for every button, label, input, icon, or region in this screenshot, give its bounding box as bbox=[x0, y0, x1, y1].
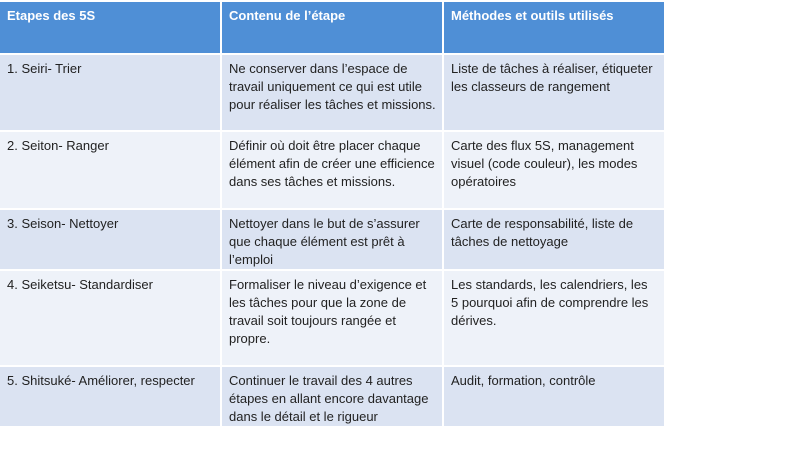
step-cell: 4. Seiketsu- Standardiser bbox=[0, 270, 221, 366]
tools-cell: Les standards, les calendriers, les 5 pourquoi afin de comprendre les dérives. bbox=[443, 270, 664, 366]
tools-cell: Liste de tâches à réaliser, étiqueter les classeurs de rangement bbox=[443, 54, 664, 131]
step-cell: 1. Seiri- Trier bbox=[0, 54, 221, 131]
content-cell: Formaliser le niveau d’exigence et les tâches pour que la zone de travail soit toujours rangée et propre. bbox=[221, 270, 443, 366]
header-tools: Méthodes et outils utilisés bbox=[443, 2, 664, 54]
header-row bbox=[0, 2, 664, 54]
content-cell: Ne conserver dans l’espace de travail uniquement ce qui est utile pour réaliser les tâches et missions. bbox=[221, 54, 443, 131]
5s-table bbox=[0, 2, 664, 428]
content-cell: Continuer le travail des 4 autres étapes en allant encore davantage dans le détail et le rigueur bbox=[221, 366, 443, 427]
header-content: Contenu de l’étape bbox=[221, 2, 443, 54]
content-cell: Nettoyer dans le but de s’assurer que chaque élément est prêt à l’emploi bbox=[221, 209, 443, 270]
tools-cell: Audit, formation, contrôle bbox=[443, 366, 664, 427]
step-cell: 2. Seiton- Ranger bbox=[0, 131, 221, 209]
table-row bbox=[0, 270, 664, 366]
tools-cell: Carte des flux 5S, management visuel (code couleur), les modes opératoires bbox=[443, 131, 664, 209]
table-row bbox=[0, 366, 664, 427]
table-row bbox=[0, 209, 664, 270]
table-row bbox=[0, 54, 664, 131]
header-steps: Etapes des 5S bbox=[0, 2, 221, 54]
step-cell: 3. Seison- Nettoyer bbox=[0, 209, 221, 270]
table-row bbox=[0, 131, 664, 209]
step-cell: 5. Shitsuké- Améliorer, respecter bbox=[0, 366, 221, 427]
tools-cell: Carte de responsabilité, liste de tâches de nettoyage bbox=[443, 209, 664, 270]
content-cell: Définir où doit être placer chaque élément afin de créer une efficience dans ses tâches et missions. bbox=[221, 131, 443, 209]
